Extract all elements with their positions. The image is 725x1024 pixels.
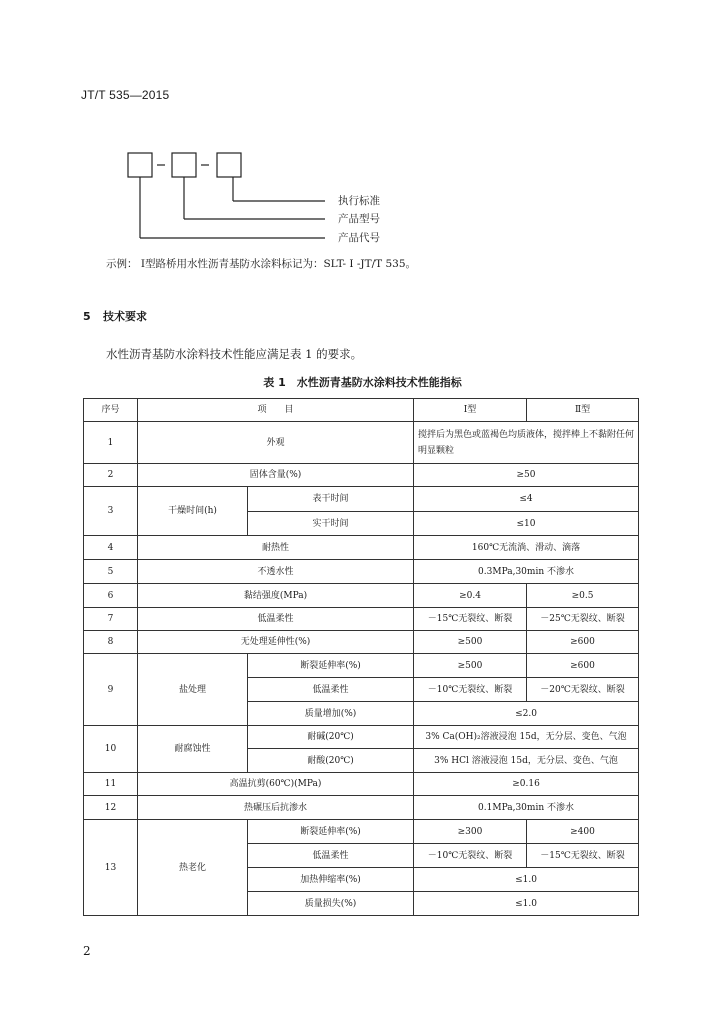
row-value: ≥50 [414,464,639,487]
row-item: 耐腐蚀性 [138,726,248,773]
row-value: 160℃无流淌、滑动、滴落 [414,536,639,560]
row-value: 0.1MPa,30min 不渗水 [414,796,639,820]
designation-example: 示例： Ⅰ型路桥用水性沥青基防水涂料标记为：SLT- Ⅰ -JT/T 535。 [106,258,416,270]
row-type2-value: ≥0.5 [527,584,639,608]
header-no: 序号 [84,399,138,422]
row-type1-value: ≥300 [414,820,527,844]
row-item: 干燥时间(h) [138,487,248,536]
row-item: 固体含量(%) [138,464,414,487]
row-no: 13 [84,820,138,916]
row-type1-value: ≥500 [414,631,527,654]
row-subitem: 断裂延伸率(%) [248,820,414,844]
row-subitem: 耐酸(20℃) [248,749,414,773]
designation-diagram [120,148,380,252]
row-subitem: 实干时间 [248,512,414,536]
section-number: 5 [83,310,91,323]
table-row [84,773,639,796]
row-type2-value: －20℃无裂纹、断裂 [527,678,639,702]
row-type1-value: －15℃无裂纹、断裂 [414,608,527,631]
table-row [84,608,639,631]
header-type1: Ⅰ型 [414,399,527,422]
table-row [84,654,639,678]
row-value: ≤1.0 [414,868,639,892]
table-row [84,464,639,487]
row-no: 3 [84,487,138,536]
table-row [84,536,639,560]
table-row [84,584,639,608]
row-no: 2 [84,464,138,487]
designation-bracket-lines [120,148,335,248]
table-row [84,631,639,654]
row-value: ≤2.0 [414,702,639,726]
row-type1-value: －10℃无裂纹、断裂 [414,844,527,868]
table-row [84,796,639,820]
row-item: 耐热性 [138,536,414,560]
row-no: 1 [84,422,138,464]
row-value: 3% HCl 溶液浸泡 15d，无分层、变色、气泡 [414,749,639,773]
table-caption: 表 1 水性沥青基防水涂料技术性能指标 [263,376,462,389]
row-subitem: 加热伸缩率(%) [248,868,414,892]
row-item: 热碾压后抗渗水 [138,796,414,820]
spec-table [83,398,639,916]
row-no: 5 [84,560,138,584]
section-heading [83,308,147,324]
row-subitem: 表干时间 [248,487,414,512]
row-subitem: 耐碱(20℃) [248,726,414,749]
table-row [84,422,639,464]
row-type2-value: －15℃无裂纹、断裂 [527,844,639,868]
label-product-model: 产品型号 [338,213,380,225]
row-type2-value: ≥400 [527,820,639,844]
standard-code-header: JT/T 535—2015 [81,88,170,102]
row-item: 无处理延伸性(%) [138,631,414,654]
table-header-row [84,399,639,422]
row-value: 3% Ca(OH)₂溶液浸泡 15d，无分层、变色、气泡 [414,726,639,749]
row-value: ≤10 [414,512,639,536]
row-type2-value: －25℃无裂纹、断裂 [527,608,639,631]
row-item: 热老化 [138,820,248,916]
row-item: 低温柔性 [138,608,414,631]
row-item: 黏结强度(MPa) [138,584,414,608]
label-product-code: 产品代号 [338,232,380,244]
intro-paragraph: 水性沥青基防水涂料技术性能应满足表 1 的要求。 [106,347,363,361]
table-row [84,820,639,844]
row-type1-value: ≥500 [414,654,527,678]
row-no: 8 [84,631,138,654]
row-no: 4 [84,536,138,560]
table-row [84,487,639,512]
row-item: 盐处理 [138,654,248,726]
row-subitem: 质量损失(%) [248,892,414,916]
header-type2: Ⅱ型 [527,399,639,422]
row-subitem: 断裂延伸率(%) [248,654,414,678]
row-item: 高温抗剪(60℃)(MPa) [138,773,414,796]
row-type1-value: －10℃无裂纹、断裂 [414,678,527,702]
row-value: ≤4 [414,487,639,512]
page-number: 2 [83,944,91,958]
row-item: 外观 [138,422,414,464]
row-subitem: 低温柔性 [248,844,414,868]
row-subitem: 质量增加(%) [248,702,414,726]
header-item: 项 目 [138,399,414,422]
row-value: 搅拌后为黑色或蓝褐色均质液体，搅拌棒上不黏附任何明显颗粒 [414,422,639,464]
table-row [84,560,639,584]
row-value: 0.3MPa,30min 不渗水 [414,560,639,584]
table-row [84,726,639,749]
row-type2-value: ≥600 [527,654,639,678]
row-no: 9 [84,654,138,726]
row-no: 6 [84,584,138,608]
row-no: 10 [84,726,138,773]
row-item: 不透水性 [138,560,414,584]
row-type2-value: ≥600 [527,631,639,654]
row-no: 12 [84,796,138,820]
row-no: 11 [84,773,138,796]
row-value: ≤1.0 [414,892,639,916]
row-type1-value: ≥0.4 [414,584,527,608]
row-value: ≥0.16 [414,773,639,796]
section-title: 技术要求 [103,310,147,323]
label-executive-standard: 执行标准 [338,195,380,207]
row-no: 7 [84,608,138,631]
row-subitem: 低温柔性 [248,678,414,702]
